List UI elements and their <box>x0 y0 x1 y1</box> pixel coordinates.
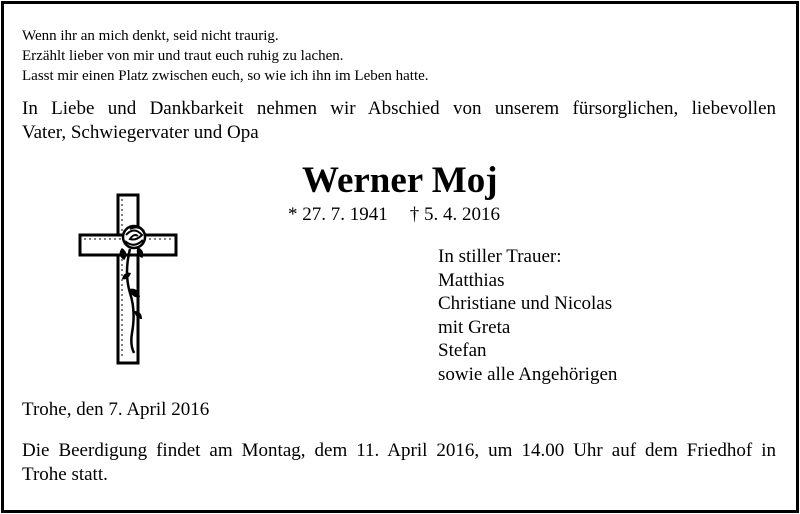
poem-line: Lasst mir einen Platz zwischen euch, so wie ich ihn im Leben hatte. <box>22 68 429 84</box>
place-and-date: Trohe, den 7. April 2016 <box>22 399 210 420</box>
intro-line: Vater, Schwiegervater und Opa <box>22 122 259 143</box>
funeral-line: Trohe statt. <box>22 464 108 485</box>
mourner-name: Matthias <box>438 269 505 291</box>
intro-line: In Liebe und Dankbarkeit nehmen wir Abschied von unserem fürsorglichen, liebevollen <box>22 98 776 119</box>
life-dates <box>288 203 500 227</box>
poem-line: Erzählt lieber von mir und traut euch ruhig zu lachen. <box>22 48 344 64</box>
mourner-name: Christiane und Nicolas <box>438 293 613 314</box>
intro-text <box>22 97 776 145</box>
mourners-heading: In stiller Trauer: <box>438 246 562 267</box>
funeral-line: Die Beerdigung findet am Montag, dem 11. April 2016, um 14.00 Uhr auf dem Friedhof in <box>22 440 776 461</box>
deceased-name: Werner Moj <box>302 160 498 201</box>
poem <box>22 26 429 86</box>
funeral-info <box>22 439 776 487</box>
cross-with-rose-icon <box>78 193 178 365</box>
mourner-name: sowie alle Angehörigen <box>438 363 618 385</box>
death-date: † 5. 4. 2016 <box>409 204 500 225</box>
birth-date: * 27. 7. 1941 <box>288 204 388 225</box>
mourner-name: Stefan <box>438 340 487 361</box>
mourner-name: mit Greta <box>438 316 511 338</box>
poem-line: Wenn ihr an mich denkt, seid nicht traurig. <box>22 28 279 44</box>
mourners-block <box>438 245 617 386</box>
